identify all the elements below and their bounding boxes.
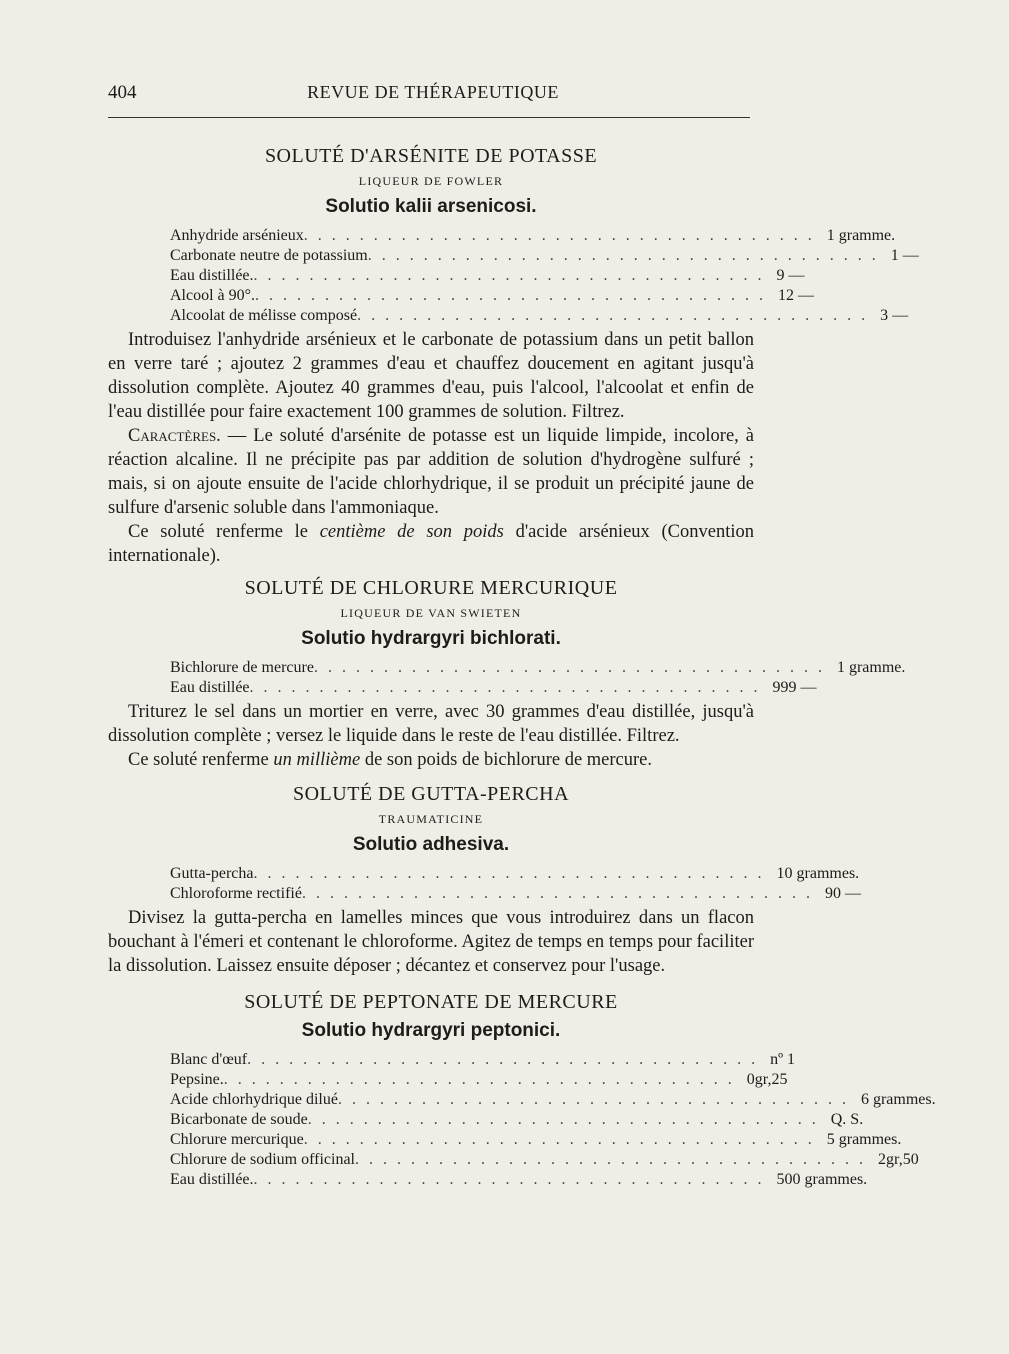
ingredient-name: Alcool à 90°.: [170, 287, 256, 304]
ingredient-list: [170, 226, 919, 326]
ingredient-row: [170, 1150, 919, 1170]
paragraph-text: Divisez la gutta-percha en lamelles minces que vous introduirez dans un flacon bouchant à l'émeri et contenant le chloroforme. Agitez de temps en temps pour faciliter la dissolution. Laissez ensuite déposer ; décantez et conservez pour l'usage.: [108, 908, 754, 976]
paragraph-text: — Le soluté d'arsénite de potasse est un liquide limpide, incolore, à réaction alcaline. Il ne précipite pas par addition de solution d'hydrogène sulfuré ; mais, si on ajoute ensuite de l'acide chlorhydrique, il se produit un précipité jaune de sulfure d'arsenic soluble dans l'ammoniaque.: [108, 426, 754, 518]
paragraph-text: Triturez le sel dans un mortier en verre, avec 30 grammes d'eau distillée, jusqu'à dissolution complète ; versez le liquide dans le reste de l'eau distillée. Filtrez.: [108, 702, 754, 746]
section-subtitle: LIQUEUR DE FOWLER: [358, 174, 504, 188]
latin-title: Solutio kalii arsenicosi.: [325, 196, 537, 217]
ingredient-row: [170, 1070, 788, 1090]
ingredient-name: Chloroforme rectifié: [170, 885, 302, 902]
section-title: SOLUTÉ DE PEPTONATE DE MERCURE: [244, 991, 618, 1013]
latin-title: Solutio hydrargyri bichlorati.: [301, 628, 561, 649]
ingredient-name: Alcoolat de mélisse composé: [170, 307, 358, 324]
recipe-section: [108, 990, 936, 1190]
ingredient-name: Eau distillée: [170, 679, 250, 696]
paragraph-text: de son poids de bichlorure de mercure.: [360, 750, 652, 770]
ingredient-quantity: 0gr,25: [746, 1071, 788, 1088]
dot-leader: . . . . . . . . . . . . . . . . . . . . . . . . . . . . . . . . . . . . .: [303, 1131, 815, 1148]
section-subtitle: LIQUEUR DE VAN SWIETEN: [340, 606, 522, 620]
dot-leader: . . . . . . . . . . . . . . . . . . . . . . . . . . . . . . . . . . . . .: [249, 679, 761, 696]
page-content: [108, 144, 936, 1192]
ingredient-quantity: 500 grammes.: [776, 1171, 868, 1188]
dot-leader: . . . . . . . . . . . . . . . . . . . . . . . . . . . . . . . . . . . . .: [355, 1151, 866, 1168]
paragraph: [108, 520, 754, 568]
dot-leader: . . . . . . . . . . . . . . . . . . . . . . . . . . . . . . . . . . . . .: [301, 885, 813, 902]
paragraph-lead: Caractères.: [128, 426, 221, 446]
ingredient-name: Bicarbonate de soude: [170, 1111, 308, 1128]
ingredient-quantity: 90 —: [824, 885, 861, 902]
ingredient-name: Acide chlorhydrique dilué: [170, 1091, 338, 1108]
ingredient-row: [170, 1130, 902, 1150]
section-title: SOLUTÉ DE GUTTA-PERCHA: [292, 783, 570, 805]
paragraph-text: Introduisez l'anhydride arsénieux et le carbonate de potassium dans un petit ballon en verre taré ; ajoutez 2 grammes d'eau et chauffez doucement en agitant jusqu'à dissolution complète. Ajoutez 40 grammes d'eau, puis l'alcool, l'alcoolat et enfin de l'eau distillée pour faire exactement 100 grammes de solution. Filtrez.: [108, 330, 754, 422]
recipe-section: [108, 576, 906, 772]
ingredient-row: [170, 1170, 868, 1190]
header-rule: [108, 117, 750, 118]
dot-leader: . . . . . . . . . . . . . . . . . . . . . . . . . . . . . . . . . . . . .: [313, 659, 825, 676]
dot-leader: . . . . . . . . . . . . . . . . . . . . . . . . . . . . . . . . . . . . .: [223, 1071, 735, 1088]
ingredient-name: Pepsine.: [170, 1071, 224, 1088]
dot-leader: . . . . . . . . . . . . . . . . . . . . . . . . . . . . . . . . . . . . .: [253, 1171, 765, 1188]
ingredient-row: [170, 266, 805, 286]
dot-leader: . . . . . . . . . . . . . . . . . . . . . . . . . . . . . . . . . . . . .: [367, 247, 879, 264]
ingredient-name: Blanc d'œuf: [170, 1051, 248, 1068]
ingredient-quantity: 1 —: [890, 247, 919, 264]
dot-leader: . . . . . . . . . . . . . . . . . . . . . . . . . . . . . . . . . . . . .: [303, 227, 815, 244]
ingredient-quantity: 3 —: [880, 307, 909, 324]
ingredient-row: [170, 658, 906, 678]
latin-title: Solutio hydrargyri peptonici.: [301, 1020, 561, 1041]
running-title: REVUE DE THÉRAPEUTIQUE: [307, 82, 559, 102]
dot-leader: . . . . . . . . . . . . . . . . . . . . . . . . . . . . . . . . . . . . .: [337, 1091, 849, 1108]
ingredient-row: [170, 246, 919, 266]
ingredient-row: [170, 1050, 796, 1070]
recipe-section: [108, 144, 919, 568]
ingredient-row: [170, 864, 860, 884]
ingredient-quantity: nº 1: [770, 1051, 796, 1068]
ingredient-quantity: 6 grammes.: [860, 1091, 936, 1108]
ingredient-quantity: 9 —: [776, 267, 805, 284]
ingredient-list: [170, 864, 861, 904]
page-header: [108, 82, 758, 106]
ingredient-row: [170, 306, 909, 326]
ingredient-quantity: 10 grammes.: [776, 865, 860, 882]
paragraph: [108, 700, 754, 748]
ingredient-quantity: 2gr,50: [878, 1151, 919, 1168]
ingredient-name: Anhydride arsénieux: [170, 227, 304, 244]
paragraph: [108, 748, 754, 772]
ingredient-row: [170, 286, 815, 306]
ingredient-quantity: 999 —: [772, 679, 817, 696]
ingredient-row: [170, 678, 817, 698]
dot-leader: . . . . . . . . . . . . . . . . . . . . . . . . . . . . . . . . . . . . .: [253, 865, 765, 882]
ingredient-row: [170, 884, 861, 904]
ingredient-quantity: 1 gramme.: [826, 227, 896, 244]
ingredient-name: Gutta-percha: [170, 865, 254, 882]
paragraph-text: Ce soluté renferme le: [128, 522, 320, 542]
latin-title: Solutio adhesiva.: [352, 834, 510, 855]
ingredient-name: Bichlorure de mercure: [170, 659, 314, 676]
paragraph: [108, 424, 754, 520]
section-title: SOLUTÉ D'ARSÉNITE DE POTASSE: [264, 145, 598, 167]
section-subtitle: TRAUMATICINE: [378, 812, 484, 826]
ingredient-name: Chlorure mercurique: [170, 1131, 304, 1148]
dot-leader: . . . . . . . . . . . . . . . . . . . . . . . . . . . . . . . . . . . . .: [247, 1051, 759, 1068]
paragraph-text: Ce soluté renferme: [128, 750, 274, 770]
ingredient-row: [170, 1090, 936, 1110]
ingredient-row: [170, 1110, 864, 1130]
section-title: SOLUTÉ DE CHLORURE MERCURIQUE: [244, 577, 618, 599]
emphasized-text: centième de son poids: [319, 522, 504, 542]
recipe-section: [108, 782, 861, 978]
dot-leader: . . . . . . . . . . . . . . . . . . . . . . . . . . . . . . . . . . . . .: [307, 1111, 819, 1128]
ingredient-name: Chlorure de sodium officinal: [170, 1151, 355, 1168]
ingredient-list: [170, 1050, 936, 1190]
page-number: 404: [108, 82, 137, 103]
paragraph: [108, 906, 754, 978]
dot-leader: . . . . . . . . . . . . . . . . . . . . . . . . . . . . . . . . . . . . .: [357, 307, 869, 324]
ingredient-row: [170, 226, 896, 246]
ingredient-list: [170, 658, 906, 698]
ingredient-quantity: 1 gramme.: [836, 659, 906, 676]
dot-leader: . . . . . . . . . . . . . . . . . . . . . . . . . . . . . . . . . . . . .: [255, 287, 767, 304]
ingredient-quantity: 12 —: [778, 287, 815, 304]
ingredient-quantity: Q. S.: [830, 1111, 864, 1128]
paragraph-text: d'acide arsénieux (Convention internationale).: [108, 522, 754, 566]
dot-leader: . . . . . . . . . . . . . . . . . . . . . . . . . . . . . . . . . . . . .: [253, 267, 765, 284]
ingredient-name: Carbonate neutre de potassium: [170, 247, 368, 264]
paragraph: [108, 328, 754, 424]
ingredient-name: Eau distillée.: [170, 267, 254, 284]
ingredient-quantity: 5 grammes.: [826, 1131, 902, 1148]
ingredient-name: Eau distillée.: [170, 1171, 254, 1188]
emphasized-text: un millième: [273, 750, 361, 770]
